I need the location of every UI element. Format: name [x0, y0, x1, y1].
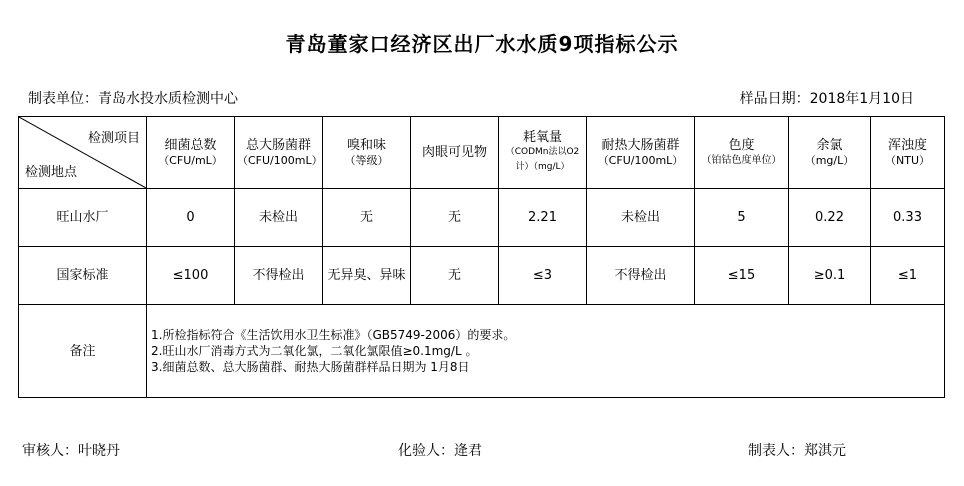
table-cell: ≤100: [147, 247, 235, 305]
table-cell: 无: [411, 189, 499, 247]
table-cell: 0.33: [871, 189, 945, 247]
table-cell: 无: [323, 189, 411, 247]
col-header: 余氯 （mg/L）: [789, 117, 871, 189]
page-title: 青岛董家口经济区出厂水水质9项指标公示: [285, 32, 679, 56]
preparer-label: 制表人：郑淇元: [748, 443, 846, 459]
table-cell: 无: [411, 247, 499, 305]
table-row: [19, 189, 945, 247]
table-cell: 无异臭、异味: [323, 247, 411, 305]
quality-table: [18, 116, 945, 398]
col-header: 浑浊度 （NTU）: [871, 117, 945, 189]
table-cell: 未检出: [587, 189, 695, 247]
table-cell: 不得检出: [235, 247, 323, 305]
table-cell: 0.22: [789, 189, 871, 247]
notes-content: [147, 305, 945, 398]
table-cell: ≤1: [871, 247, 945, 305]
col-header: 总大肠菌群 （CFU/100mL）: [235, 117, 323, 189]
table-cell: 2.21: [499, 189, 587, 247]
corner-top-label: 检测项目: [87, 131, 140, 146]
note-line: 2.旺山水厂消毒方式为二氧化氯，二氧化氯限值≥0.1mg/L 。: [151, 344, 478, 358]
col-header: 细菌总数 （CFU/mL）: [147, 117, 235, 189]
tester-label: 化验人：逄君: [398, 443, 482, 459]
row-label: 旺山水厂: [19, 189, 147, 247]
notes-label: 备注: [19, 305, 147, 398]
row-label: 国家标准: [19, 247, 147, 305]
table-row: [19, 247, 945, 305]
unit-label: 制表单位：青岛水投水质检测中心: [28, 91, 238, 107]
table-cell: 0: [147, 189, 235, 247]
corner-cell: [19, 117, 147, 189]
table-cell: ≤15: [695, 247, 789, 305]
sample-date: 样品日期：2018年1月10日: [739, 91, 914, 107]
table-cell: 未检出: [235, 189, 323, 247]
col-header: 耗氧量 （CODMn法以O2计）（mg/L）: [499, 117, 587, 189]
reviewer-label: 审核人：叶晓丹: [22, 443, 120, 459]
table-cell: 5: [695, 189, 789, 247]
table-cell: ≥0.1: [789, 247, 871, 305]
note-line: 3.细菌总数、总大肠菌群、耐热大肠菌群样品日期为 1月8日: [151, 360, 470, 374]
notes-row: [19, 305, 945, 398]
table-cell: 不得检出: [587, 247, 695, 305]
corner-bottom-label: 检测地点: [25, 165, 78, 180]
col-header: 嗅和味 （等级）: [323, 117, 411, 189]
note-line: 1.所检指标符合《生活饮用水卫生标准》（GB5749-2006）的要求。: [151, 328, 516, 342]
table-cell: ≤3: [499, 247, 587, 305]
col-header: 肉眼可见物: [411, 117, 499, 189]
col-header: 色度 （铂钴色度单位）: [695, 117, 789, 189]
col-header: 耐热大肠菌群 （CFU/100mL）: [587, 117, 695, 189]
table-header-row: [19, 117, 945, 189]
